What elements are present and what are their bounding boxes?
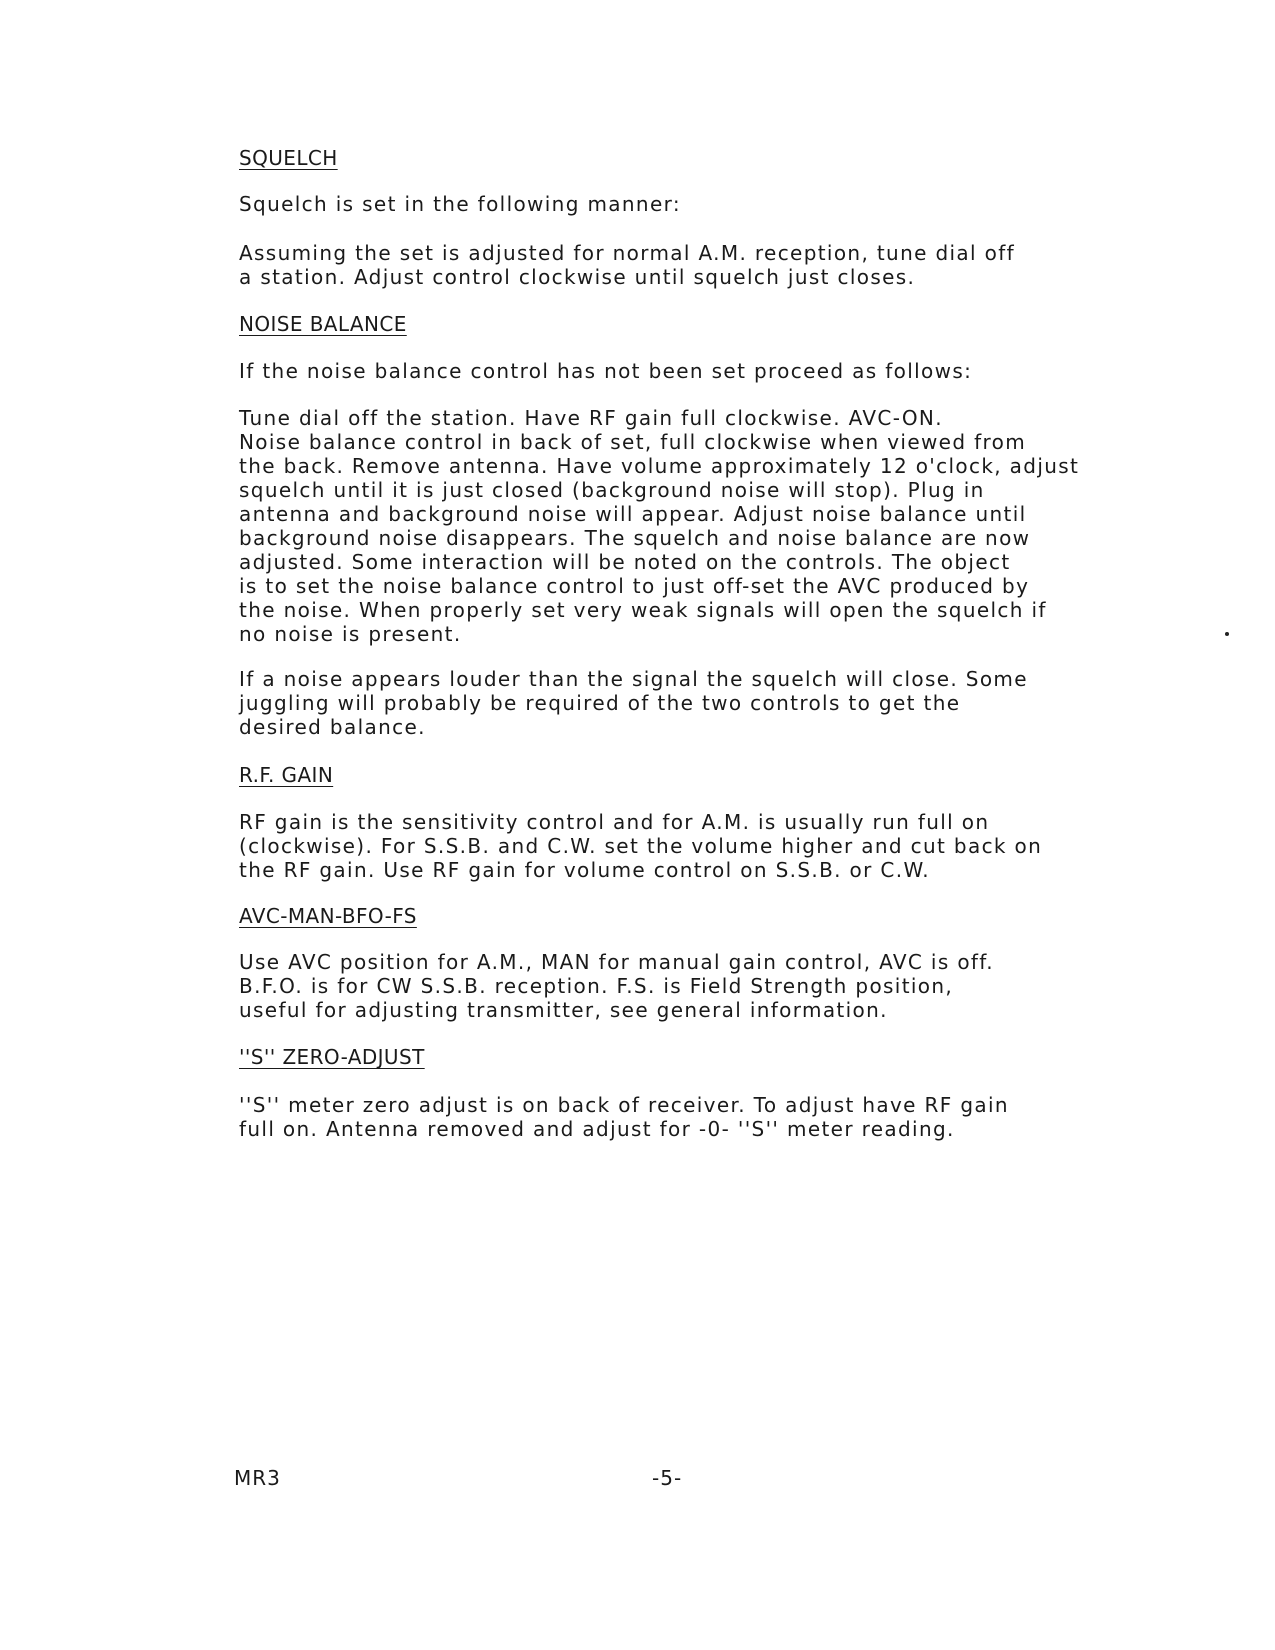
paragraph-line: B.F.O. is for CW S.S.B. reception. F.S. is Field Strength position, xyxy=(239,974,954,998)
section-heading-noise-balance: NOISE BALANCE xyxy=(239,312,407,336)
section-heading-rf-gain: R.F. GAIN xyxy=(239,763,334,787)
paragraph-line: adjusted. Some interaction will be noted on the controls. The object xyxy=(239,550,1011,574)
paragraph-line: ''S'' meter zero adjust is on back of receiver. To adjust have RF gain xyxy=(239,1093,1009,1117)
section-heading-squelch: SQUELCH xyxy=(239,146,338,170)
paragraph-line: Assuming the set is adjusted for normal A.M. reception, tune dial off xyxy=(239,241,1016,265)
paragraph-line: no noise is present. xyxy=(239,622,462,646)
paragraph-line: full on. Antenna removed and adjust for -0- ''S'' meter reading. xyxy=(239,1117,955,1141)
paragraph-line: RF gain is the sensitivity control and for A.M. is usually run full on xyxy=(239,810,990,834)
section-heading-s-zero-adjust: ''S'' ZERO-ADJUST xyxy=(239,1045,425,1069)
paragraph-line: Use AVC position for A.M., MAN for manual gain control, AVC is off. xyxy=(239,950,994,974)
paragraph-line: (clockwise). For S.S.B. and C.W. set the volume higher and cut back on xyxy=(239,834,1043,858)
page-number: -5- xyxy=(652,1466,683,1490)
paragraph-line: Tune dial off the station. Have RF gain full clockwise. AVC-ON. xyxy=(239,406,943,430)
document-code: MR3 xyxy=(234,1466,281,1490)
section-heading-avc-man-bfo-fs: AVC-MAN-BFO-FS xyxy=(239,904,417,928)
paragraph-line: the noise. When properly set very weak signals will open the squelch if xyxy=(239,598,1047,622)
paragraph-line: the back. Remove antenna. Have volume approximately 12 o'clock, adjust xyxy=(239,454,1080,478)
paragraph-line: background noise disappears. The squelch and noise balance are now xyxy=(239,526,1031,550)
paragraph-line: antenna and background noise will appear. Adjust noise balance until xyxy=(239,502,1027,526)
paragraph-line: If the noise balance control has not been set proceed as follows: xyxy=(239,359,973,383)
paragraph-line: If a noise appears louder than the signal the squelch will close. Some xyxy=(239,667,1028,691)
paragraph-line: Squelch is set in the following manner: xyxy=(239,192,681,216)
paragraph-line: squelch until it is just closed (background noise will stop). Plug in xyxy=(239,478,985,502)
paragraph-line: the RF gain. Use RF gain for volume control on S.S.B. or C.W. xyxy=(239,858,930,882)
paragraph-line: juggling will probably be required of the two controls to get the xyxy=(239,691,961,715)
paragraph-line: a station. Adjust control clockwise until squelch just closes. xyxy=(239,265,916,289)
paragraph-line: desired balance. xyxy=(239,715,426,739)
paragraph-line: Noise balance control in back of set, full clockwise when viewed from xyxy=(239,430,1027,454)
paragraph-line: useful for adjusting transmitter, see general information. xyxy=(239,998,888,1022)
paragraph-line: is to set the noise balance control to just off-set the AVC produced by xyxy=(239,574,1030,598)
scan-speck xyxy=(1225,632,1229,636)
